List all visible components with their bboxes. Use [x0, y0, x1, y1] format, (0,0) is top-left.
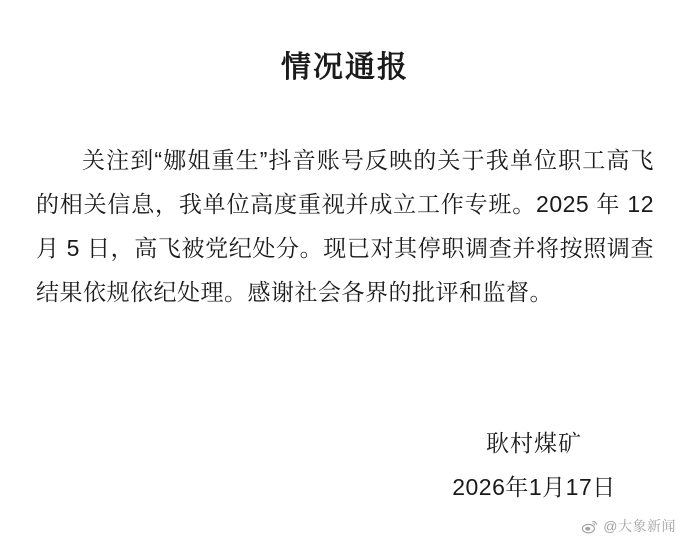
- notice-paragraph: 关注到“娜姐重生”抖音账号反映的关于我单位职工高飞的相关信息，我单位高度重视并成立工作专班。2025 年 12 月 5 日，高飞被党纪处分。现已对其停职调查并将按照调查结果依规依纪处理。感谢社会各界的批评和监督。: [36, 147, 654, 305]
- weibo-icon: [581, 518, 598, 535]
- document-body: [0, 86, 690, 314]
- signature-date: 2026年1月17日: [452, 474, 616, 500]
- signature-block: [434, 424, 634, 506]
- watermark-label: @大象新闻: [603, 518, 676, 534]
- signature-organization: 耿村煤矿: [486, 430, 582, 456]
- watermark: [581, 516, 676, 536]
- page-title: 情况通报: [281, 51, 409, 84]
